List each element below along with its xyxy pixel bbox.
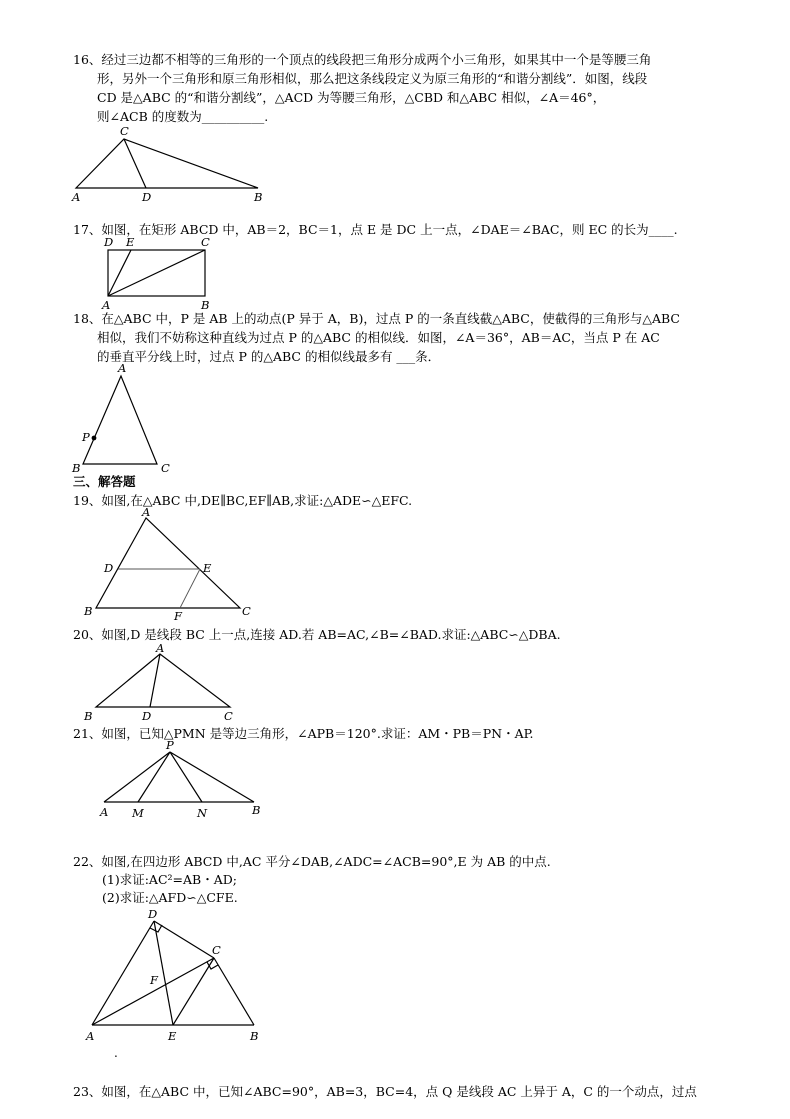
q17-label-b: B [201, 298, 210, 312]
q18-label-b: B [72, 461, 81, 475]
q19-segment-ef [180, 569, 200, 608]
q19-label-d: D [104, 561, 114, 575]
q18-triangle-abc [83, 376, 157, 464]
q22-segment-ce [173, 958, 214, 1025]
q16-label-b: B [254, 190, 263, 204]
q16-label-a: A [72, 190, 81, 204]
q16-triangle-abc [76, 139, 258, 188]
q22-figure [82, 904, 272, 1044]
q22-label-f: F [150, 973, 158, 987]
q19-label-c: C [242, 604, 251, 618]
q19-label-f: F [174, 609, 182, 623]
q21-segment-pm [138, 752, 170, 802]
q17-segment-ac [108, 250, 205, 296]
q19-label-a: A [142, 506, 151, 519]
q22-segment-ad [92, 921, 154, 1025]
q17-line-1: 17、如图，在矩形 ABCD 中，AB＝2，BC＝1，点 E 是 DC 上一点，∠DAE＝∠BAC，则 EC 的长为____. [73, 222, 678, 237]
q17-label-a: A [102, 298, 111, 312]
q20-label-a: A [156, 641, 165, 655]
q22-segment-dc [154, 921, 214, 958]
q19-label-b: B [84, 604, 93, 618]
q19-figure [82, 506, 262, 624]
q17-label-c: C [201, 235, 210, 249]
q21-line-1: 21、如图，已知△PMN 是等边三角形，∠APB＝120°.求证：AM・PB＝PN・AP. [73, 726, 534, 741]
q18-point-p [92, 436, 97, 441]
q21-segment-pb [170, 752, 254, 802]
q22-line-1: 22、如图,在四边形 ABCD 中,AC 平分∠DAB,∠ADC=∠ACB=90°,E 为 AB 的中点. [73, 854, 551, 869]
q23-line-1: 23、如图，在△ABC 中，已知∠ABC=90°，AB=3，BC=4，点 Q 是线段 AC 上异于 A，C 的一个动点，过点 [73, 1084, 697, 1099]
q16-line-1: 16、经过三边都不相等的三角形的一个顶点的线段把三角形分成两个小三角形，如果其中一个是等腰三角 [73, 52, 652, 67]
q22-label-e: E [168, 1029, 177, 1043]
q16-label-d: D [142, 190, 152, 204]
q16-line-3: CD 是△ABC 的“和谐分割线”，△ACD 为等腰三角形，△CBD 和△ABC 相似，∠A＝46°， [97, 90, 606, 105]
q19-triangle-abc [96, 518, 240, 608]
q18-label-c: C [161, 461, 170, 475]
q22-label-b: B [250, 1029, 259, 1043]
q18-label-a: A [118, 361, 127, 375]
q16-line-2: 形，另外一个三角形和原三角形相似，那么把这条线段定义为原三角形的“和谐分割线”．如图，线段 [97, 71, 648, 86]
stray-dot: . [114, 1046, 118, 1060]
q21-figure [96, 738, 268, 822]
q20-label-d: D [142, 709, 152, 723]
q21-segment-pn [170, 752, 202, 802]
q22-line-3: (2)求证:△AFD∽△CFE. [102, 890, 238, 905]
q21-label-p: P [166, 738, 174, 752]
q18-line-2: 相似，我们不妨称这种直线为过点 P 的△ABC 的相似线．如图，∠A＝36°，AB＝AC，当点 P 在 AC [97, 330, 660, 345]
q20-figure [82, 640, 247, 724]
q22-right-angle-d [150, 925, 162, 932]
q22-label-d: D [148, 907, 158, 921]
q17-segment-ae [108, 250, 131, 296]
q21-label-m: M [132, 806, 144, 820]
q21-segment-pa [104, 752, 170, 802]
q20-line-1: 20、如图,D 是线段 BC 上一点,连接 AD.若 AB=AC,∠B=∠BAD.求证:△ABC∽△DBA. [73, 627, 561, 642]
q22-label-a: A [86, 1029, 95, 1043]
q19-line-1: 19、如图,在△ABC 中,DE∥BC,EF∥AB,求证:△ADE∽△EFC. [73, 493, 413, 508]
q18-figure [68, 360, 183, 476]
q22-line-2: (1)求证:AC²=AB・AD; [102, 872, 237, 887]
q16-figure [70, 122, 270, 204]
q17-figure [98, 234, 218, 312]
q21-label-b: B [252, 803, 261, 817]
section-heading: 三、解答题 [73, 474, 136, 489]
q18-line-1: 18、在△ABC 中，P 是 AB 上的动点(P 异于 A，B)，过点 P 的一条直线截△ABC，使截得的三角形与△ABC [73, 311, 680, 326]
q20-label-c: C [224, 709, 233, 723]
q17-label-d: D [104, 235, 114, 249]
q18-line-3: 的垂直平分线上时，过点 P 的△ABC 的相似线最多有 ___条． [97, 349, 441, 364]
q20-segment-ad [150, 654, 160, 707]
q20-triangle-abc [96, 654, 230, 707]
q21-label-a: A [100, 805, 109, 819]
q22-segment-ac [92, 958, 214, 1025]
q16-label-c: C [120, 124, 129, 138]
q16-line-4: 则∠ACB 的度数为__________. [97, 109, 269, 124]
q18-label-p: P [82, 430, 90, 444]
q20-label-b: B [84, 709, 93, 723]
q22-segment-cb [214, 958, 254, 1025]
q19-label-e: E [203, 561, 212, 575]
q21-label-n: N [197, 806, 208, 820]
q22-label-c: C [212, 943, 221, 957]
q17-label-e: E [126, 235, 135, 249]
